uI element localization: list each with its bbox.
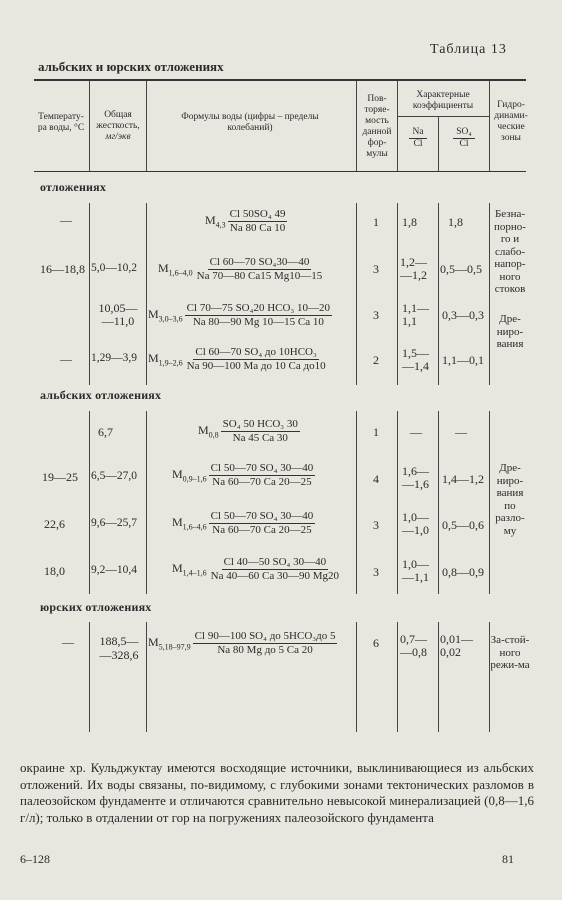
- formula-numerator: Cl 70—75 SO₄20 HCO₃ 10—20: [186, 302, 331, 314]
- formula-numerator: Cl 50SO₄ 49: [229, 208, 286, 220]
- col-divider: [397, 622, 398, 732]
- formula-numerator: SO₄ 50 HCO₃ 30: [222, 418, 298, 430]
- zone-label: За-стой-ного режи-ма: [490, 634, 530, 671]
- header-formulas: Формулы воды (цифры – пределы колебаний): [181, 112, 319, 133]
- cell-repeat: 3: [373, 262, 379, 276]
- section-title: отложениях: [40, 180, 107, 194]
- formula-m: $M_{3,0-3,6}$: [148, 307, 183, 324]
- col-divider: [397, 203, 398, 385]
- col-divider: [356, 622, 357, 732]
- header-top-rule: [34, 79, 526, 81]
- col-divider: [146, 203, 147, 385]
- cell-hardness: 9,2—10,4: [91, 564, 137, 576]
- formula-denominator: Na 60—70 Ca 20—25: [212, 476, 312, 488]
- formula-denominator: Na 40—60 Ca 30—90 Mg20: [210, 570, 339, 582]
- cell-repeat: 1: [373, 425, 379, 439]
- formula-numerator: Cl 50—70 SO₄ 30—40: [210, 462, 314, 474]
- water-formula: [148, 346, 328, 373]
- col-divider: [438, 203, 439, 385]
- header-so4-cl: [442, 127, 486, 150]
- formula-numerator: Cl 60—70 SO₄ до 10HCO₃: [195, 346, 317, 358]
- hdr-divider: [438, 116, 439, 171]
- zone-label: Безна-порно-го и слабо-напор-ного стоков: [494, 208, 526, 295]
- water-formula: [172, 510, 315, 537]
- cell-so4-cl: 0,8—0,9: [442, 565, 484, 579]
- header-bottom-rule: [34, 171, 526, 172]
- header-repeat: Пов-торяе-мость данной фор-мулы: [362, 94, 392, 159]
- section-title: юрских отложениях: [40, 600, 152, 614]
- cell-hardness: 10,05— —11,0: [98, 301, 138, 328]
- header-cl: Cl: [459, 139, 469, 149]
- cell-so4-cl: 0,3—0,3: [442, 308, 484, 322]
- formula-m: $M_{1,6-4,6}$: [172, 515, 207, 532]
- cell-na-cl: 1,1— 1,1: [402, 301, 429, 328]
- cell-hardness: 6,7: [98, 425, 113, 439]
- col-divider: [397, 411, 398, 594]
- cell-temp: —: [60, 352, 72, 366]
- water-formula: [158, 256, 324, 283]
- cell-temp: —: [60, 213, 72, 227]
- cell-repeat: 3: [373, 308, 379, 322]
- header-hardness-label: Общая жесткость,: [96, 110, 140, 131]
- cell-hardness: 188,5— —328,6: [99, 634, 139, 662]
- header-temp: Температу-ра воды, °С: [37, 112, 85, 133]
- formula-denominator: Na 80 Ca 10: [229, 222, 286, 234]
- header-na: Na: [409, 127, 426, 139]
- cell-temp: 16—18,8: [40, 262, 85, 276]
- cell-so4-cl: 0,5—0,6: [442, 518, 484, 532]
- cell-hardness: 9,6—25,7: [91, 517, 137, 529]
- header-cl: Cl: [413, 139, 423, 149]
- cell-so4-cl: 0,01— 0,02: [440, 632, 473, 659]
- formula-m: $M_{0,8}$: [198, 423, 219, 440]
- formula-numerator: Cl 60—70 SO₄30—40: [209, 256, 310, 268]
- cell-repeat: 4: [373, 472, 379, 486]
- cell-repeat: 2: [373, 353, 379, 367]
- footer-signature: 6–128: [20, 852, 50, 866]
- cell-na-cl: —: [410, 425, 422, 439]
- header-zones: Гидро-динами-ческие зоны: [494, 100, 528, 143]
- col-divider: [146, 411, 147, 594]
- col-divider: [356, 203, 357, 385]
- formula-denominator: Na 60—70 Ca 20—25: [212, 524, 312, 536]
- col-divider: [89, 411, 90, 594]
- table-subtitle: альбских и юрских отложениях: [38, 59, 224, 74]
- cell-repeat: 3: [373, 565, 379, 579]
- cell-temp: —: [62, 635, 74, 649]
- cell-na-cl: 0,7— —0,8: [400, 632, 427, 659]
- page-number: 81: [502, 852, 514, 866]
- hdr-divider: [397, 81, 398, 171]
- header-na-cl: [400, 127, 436, 150]
- cell-hardness: 5,0—10,2: [91, 262, 137, 274]
- header-coeffs: Характерные коэффициенты: [412, 90, 474, 111]
- col-divider: [89, 203, 90, 385]
- cell-so4-cl: 0,5—0,5: [440, 262, 482, 276]
- cell-temp: 22,6: [44, 517, 65, 531]
- table-label: Таблица 13: [430, 42, 507, 57]
- col-divider: [438, 622, 439, 732]
- hdr-divider: [356, 81, 357, 171]
- header-hardness: [90, 110, 146, 143]
- hdr-divider: [489, 81, 490, 171]
- formula-denominator: Na 80 Mg до 5 Ca 20: [217, 644, 313, 656]
- formula-m: $M_{1,4-1,6}$: [172, 561, 207, 578]
- cell-hardness: 1,29—3,9: [91, 352, 137, 364]
- formula-m: $M_{5,18-97,9}$: [148, 635, 191, 652]
- cell-so4-cl: —: [455, 425, 467, 439]
- formula-m: $M_{1,6-4,0}$: [158, 261, 193, 278]
- formula-m: $M_{4,3}$: [205, 213, 226, 230]
- cell-temp: 19—25: [42, 470, 78, 484]
- cell-so4-cl: 1,4—1,2: [442, 472, 484, 486]
- cell-so4-cl: 1,1—0,1: [442, 353, 484, 367]
- body-paragraph: окраине хр. Кульджуктау имеются восходящие источники, выклинивающиеся из альбских отложений. Их воды связаны, по-видимому, с глубокими зонами тектонических разломов в палеозойском фундаменте и отличаются сравнительно невысокой минерализацией (0,8—1,6 г/л); только в отдалении от гор на погружениях палеозойского фундамента: [20, 760, 534, 825]
- cell-repeat: 6: [373, 636, 379, 650]
- formula-m: $M_{0,9-1,6}$: [172, 467, 207, 484]
- cell-na-cl: 1,2— —1,2: [400, 255, 427, 282]
- cell-na-cl: 1,8: [402, 215, 417, 229]
- hdr-sub-rule: [397, 116, 489, 117]
- cell-temp: 18,0: [44, 564, 65, 578]
- cell-repeat: 1: [373, 215, 379, 229]
- water-formula: [148, 302, 332, 329]
- water-formula: [172, 462, 315, 489]
- water-formula: [172, 556, 341, 583]
- cell-so4-cl: 1,8: [448, 215, 463, 229]
- header-so4: SO₄: [453, 127, 474, 139]
- col-divider: [438, 411, 439, 594]
- water-formula: [198, 418, 300, 445]
- formula-denominator: Na 70—80 Ca15 Mg10—15: [196, 270, 323, 282]
- section-title: альбских отложениях: [40, 388, 162, 402]
- cell-hardness: 6,5—27,0: [91, 470, 137, 482]
- formula-m: $M_{1,9-2,6}$: [148, 351, 183, 368]
- header-hardness-unit: мг/экв: [105, 132, 131, 142]
- formula-numerator: Cl 50—70 SO₄ 30—40: [210, 510, 314, 522]
- formula-numerator: Cl 90—100 SO₄ до 5HCO₃до 5: [194, 630, 336, 642]
- formula-numerator: Cl 40—50 SO₄ 30—40: [223, 556, 327, 568]
- col-divider: [146, 622, 147, 732]
- cell-repeat: 3: [373, 518, 379, 532]
- cell-na-cl: 1,0— —1,1: [402, 557, 429, 584]
- zone-label: Дре-ниро-вания: [496, 313, 524, 350]
- col-divider: [356, 411, 357, 594]
- water-formula: [148, 630, 337, 657]
- water-formula: [205, 208, 287, 235]
- cell-na-cl: 1,6— —1,6: [402, 464, 429, 491]
- zone-label: Дре-ниро-вания по разло-му: [495, 462, 525, 537]
- formula-denominator: Na 45 Ca 30: [232, 432, 288, 444]
- formula-denominator: Na 90—100 Ma до 10 Ca до10: [186, 360, 326, 372]
- cell-na-cl: 1,0— —1,0: [402, 510, 429, 537]
- hdr-divider: [146, 81, 147, 171]
- formula-denominator: Na 80—90 Mg 10—15 Ca 10: [192, 316, 324, 328]
- col-divider: [89, 622, 90, 732]
- cell-na-cl: 1,5— —1,4: [402, 346, 429, 373]
